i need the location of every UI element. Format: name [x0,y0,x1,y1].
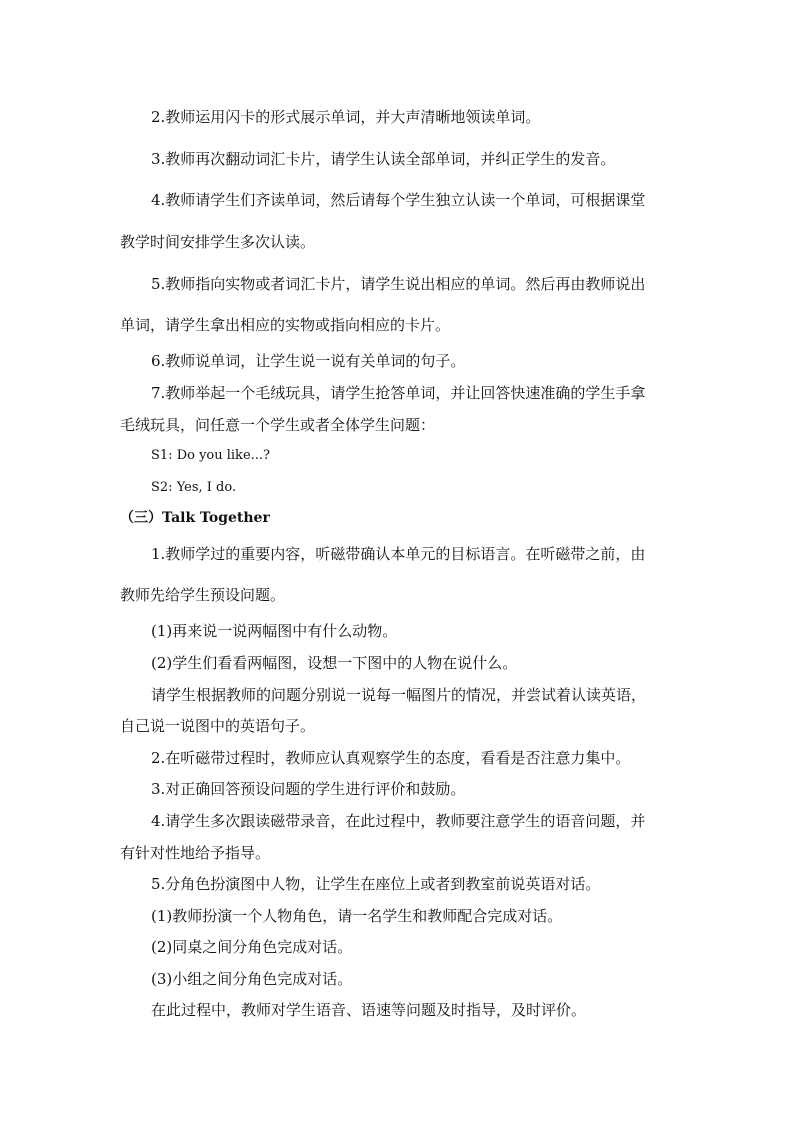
dialogue-line: S2: Yes, I do. [151,480,237,495]
list-item: (2)学生们看看两幅图，设想一下图中的人物在说什么。 [151,654,518,672]
paragraph-line: 7.教师举起一个毛绒玩具，请学生抢答单词，并让回答快速准确的学生手拿 [151,384,646,402]
paragraph-line: 单词，请学生拿出相应的实物或指向相应的卡片。 [120,316,451,334]
paragraph-line: 有针对性地给予指导。 [120,844,271,862]
list-item: (3)小组之间分角色完成对话。 [151,970,353,988]
paragraph-line: 3.教师再次翻动词汇卡片，请学生认读全部单词，并纠正学生的发音。 [151,150,616,168]
paragraph-line: 5.分角色扮演图中人物，让学生在座位上或者到教室前说英语对话。 [151,875,601,893]
paragraph-line: 4.请学生多次跟读磁带录音，在此过程中，教师要注意学生的语音问题，并 [151,812,646,830]
paragraph-line: 请学生根据教师的问题分别说一说每一幅图片的情况，并尝试着认读英语， [151,686,647,704]
paragraph-line: 1.教师学过的重要内容，听磁带确认本单元的目标语言。在听磁带之前，由 [151,545,646,563]
paragraph-line: 教师先给学生预设问题。 [120,586,286,604]
paragraph-line: 自己说一说图中的英语句子。 [120,717,316,735]
dialogue-line: S1: Do you like...? [151,448,270,463]
paragraph-line: 5.教师指向实物或者词汇卡片，请学生说出相应的单词。然后再由教师说出 [151,275,646,293]
paragraph-line: 毛绒玩具，问任意一个学生或者全体学生问题： [120,416,436,434]
paragraph-line: 6.教师说单词，让学生说一说有关单词的句子。 [151,352,466,370]
paragraph-line: 4.教师请学生们齐读单词，然后请每个学生独立认读一个单词，可根据课堂 [151,191,646,209]
paragraph-line: 2.教师运用闪卡的形式展示单词，并大声清晰地领读单词。 [151,108,541,126]
section-heading: （三）Talk Together [120,510,270,526]
paragraph-line: 2.在听磁带过程时，教师应认真观察学生的态度，看看是否注意力集中。 [151,749,631,767]
paragraph-line: 教学时间安排学生多次认读。 [120,233,316,251]
list-item: (1)教师扮演一个人物角色，请一名学生和教师配合完成对话。 [151,907,563,925]
paragraph-line: 在此过程中，教师对学生语音、语速等问题及时指导，及时评价。 [151,1001,587,1019]
list-item: (2)同桌之间分角色完成对话。 [151,938,353,956]
paragraph-line: 3.对正确回答预设问题的学生进行评价和鼓励。 [151,780,466,798]
list-item: (1)再来说一说两幅图中有什么动物。 [151,622,398,640]
